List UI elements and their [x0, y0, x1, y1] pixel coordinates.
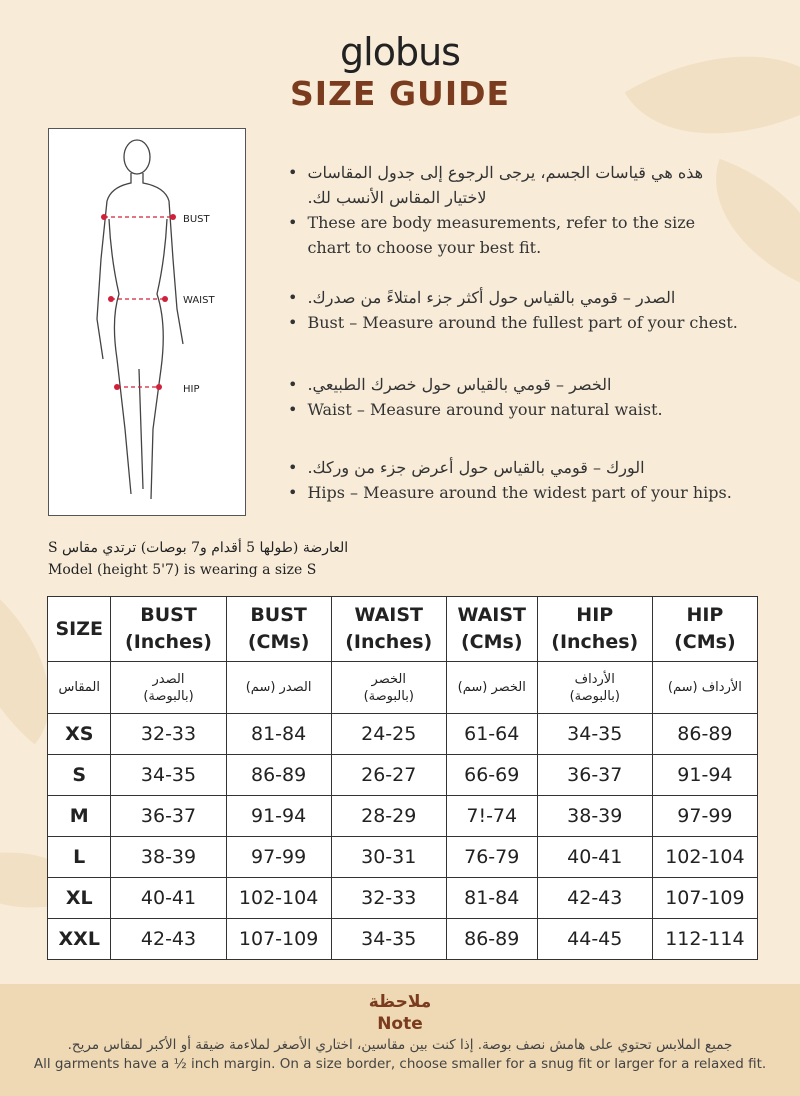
cell-text: (بالبوصة) [569, 688, 620, 704]
note-title-ar: ملاحظة [368, 992, 432, 1012]
cell-text: SIZE [55, 617, 103, 640]
cell-text: HIP [576, 604, 614, 626]
waist-label: WAIST [183, 295, 215, 306]
table-row [48, 714, 758, 755]
cell-text: الأرداف [574, 671, 615, 687]
cell-text: WAIST [457, 604, 526, 626]
table-cell: XS [48, 714, 111, 755]
cell-text: الصدر (سم) [245, 680, 312, 695]
table-cell [446, 597, 537, 662]
table-cell: 97-99 [226, 837, 331, 878]
table-cell [652, 597, 757, 662]
cell-text: HIP [686, 604, 724, 626]
bullet-group: • الخصر – قومي بالقياس حول خصرك الطبيعي. • Waist – Measure around your natural waist. [288, 372, 663, 422]
bullet-ar: الخصر – قومي بالقياس حول خصرك الطبيعي. [307, 375, 612, 394]
cell-text: WAIST [354, 604, 423, 626]
table-cell: 26-27 [331, 755, 446, 796]
table-cell: 34-35 [331, 919, 446, 960]
table-cell: 38-39 [111, 837, 226, 878]
cell-text: الأرداف (سم) [667, 680, 742, 695]
table-cell: 102-104 [652, 837, 757, 878]
table-cell: XL [48, 878, 111, 919]
cell-text: (CMs) [460, 631, 523, 653]
table-cell: 40-41 [537, 837, 652, 878]
table-cell [652, 662, 757, 714]
table-cell: L [48, 837, 111, 878]
table-cell: S [48, 755, 111, 796]
table-row [48, 919, 758, 960]
table-row [48, 755, 758, 796]
note-text-en: All garments have a ½ inch margin. On a size border, choose smaller for a snug fit or larger for a relaxed fit. [33, 1056, 767, 1072]
cell-text: BUST [250, 604, 307, 626]
table-cell: 34-35 [537, 714, 652, 755]
table-cell: 86-89 [226, 755, 331, 796]
table-cell: 36-37 [537, 755, 652, 796]
table-cell [48, 597, 111, 662]
table-cell: 36-37 [111, 796, 226, 837]
table-cell: 44-45 [537, 919, 652, 960]
size-table [47, 596, 758, 960]
hip-label: HIP [183, 384, 200, 395]
bullet-en: Hips – Measure around the widest part of your hips. [307, 483, 732, 502]
bullet-en: Waist – Measure around your natural waist. [307, 400, 663, 419]
table-cell: 40-41 [111, 878, 226, 919]
table-cell: 66-69 [446, 755, 537, 796]
table-cell: M [48, 796, 111, 837]
table-cell: XXL [48, 919, 111, 960]
table-cell [48, 662, 111, 714]
table-cell: 91-94 [652, 755, 757, 796]
table-cell: 24-25 [331, 714, 446, 755]
table-cell: 30-31 [331, 837, 446, 878]
bullet-en: Bust – Measure around the fullest part of your chest. [307, 313, 738, 332]
table-cell: 81-84 [226, 714, 331, 755]
note-title-en: Note [377, 1014, 423, 1034]
model-ar: العارضة (طولها 5 أقدام و7 بوصات) ترتدي مقاس S [48, 540, 349, 556]
bullet-ar: هذه هي قياسات الجسم، يرجى الرجوع إلى جدول المقاسات لاختيار المقاس الأنسب لك. [307, 163, 704, 207]
table-header-row [48, 662, 758, 714]
body-figure [48, 128, 246, 516]
bullet-en: These are body measurements, refer to the size chart to choose your best fit. [307, 213, 696, 257]
bullet-group: • الصدر – قومي بالقياس حول أكثر جزء امتلاءً من صدرك. • Bust – Measure around the fullest part of your chest. [288, 285, 738, 335]
page-title: SIZE GUIDE [289, 74, 511, 113]
table-cell [331, 597, 446, 662]
table-row [48, 878, 758, 919]
note-section [0, 984, 800, 1096]
brand-logo: globus [340, 30, 460, 74]
table-cell: 42-43 [111, 919, 226, 960]
table-cell: 32-33 [331, 878, 446, 919]
table-cell: 107-109 [226, 919, 331, 960]
cell-text: (Inches) [345, 631, 433, 653]
table-cell: 76-79 [446, 837, 537, 878]
table-cell: 86-89 [652, 714, 757, 755]
table-cell: 81-84 [446, 878, 537, 919]
table-cell: 61-64 [446, 714, 537, 755]
table-cell [446, 662, 537, 714]
model-info [48, 537, 348, 581]
cell-text: (Inches) [125, 631, 212, 653]
table-cell: 34-35 [111, 755, 226, 796]
table-cell: 112-114 [652, 919, 757, 960]
table-cell [537, 662, 652, 714]
table-cell: 32-33 [111, 714, 226, 755]
cell-text: الخصر [371, 671, 406, 687]
model-en: Model (height 5'7) is wearing a size S [48, 562, 317, 578]
cell-text: الصدر [152, 671, 185, 687]
cell-text: (بالبوصة) [143, 688, 194, 704]
table-cell: 28-29 [331, 796, 446, 837]
bullet-ar: الصدر – قومي بالقياس حول أكثر جزء امتلاءً من صدرك. [307, 288, 676, 307]
table-cell [226, 597, 331, 662]
bust-label: BUST [183, 214, 210, 225]
table-cell: 86-89 [446, 919, 537, 960]
table-cell [226, 662, 331, 714]
table-cell: 91-94 [226, 796, 331, 837]
table-cell: 38-39 [537, 796, 652, 837]
table-header-row [48, 597, 758, 662]
table-cell: 42-43 [537, 878, 652, 919]
table-row [48, 796, 758, 837]
table-cell: 7!-74 [446, 796, 537, 837]
table-cell [111, 662, 226, 714]
cell-text: BUST [140, 604, 197, 626]
cell-text: (CMs) [674, 631, 736, 653]
table-cell [111, 597, 226, 662]
table-cell: 102-104 [226, 878, 331, 919]
table-cell [331, 662, 446, 714]
cell-text: (CMs) [247, 631, 310, 653]
bullet-group: • الورك – قومي بالقياس حول أعرض جزء من وركك. • Hips – Measure around the widest part of your hips. [288, 455, 732, 505]
cell-text: الخصر (سم) [457, 680, 526, 695]
cell-text: المقاس [58, 680, 100, 695]
cell-text: (Inches) [551, 631, 639, 653]
table-cell [537, 597, 652, 662]
cell-text: (بالبوصة) [363, 688, 414, 704]
bullet-group: • هذه هي قياسات الجسم، يرجى الرجوع إلى جدول المقاسات لاختيار المقاس الأنسب لك. • These are body measurements, refer to the size chart to choose your best fit. [288, 160, 737, 260]
note-text-ar: جميع الملابس تحتوي على هامش نصف بوصة. إذا كنت بين مقاسين، اختاري الأصغر لملاءمة ضيقة أو الأكبر لمقاس مريح. [67, 1037, 733, 1053]
table-cell: 107-109 [652, 878, 757, 919]
body-silhouette-icon [49, 129, 245, 515]
bullet-ar: الورك – قومي بالقياس حول أعرض جزء من وركك. [307, 458, 645, 477]
table-cell: 97-99 [652, 796, 757, 837]
table-row [48, 837, 758, 878]
